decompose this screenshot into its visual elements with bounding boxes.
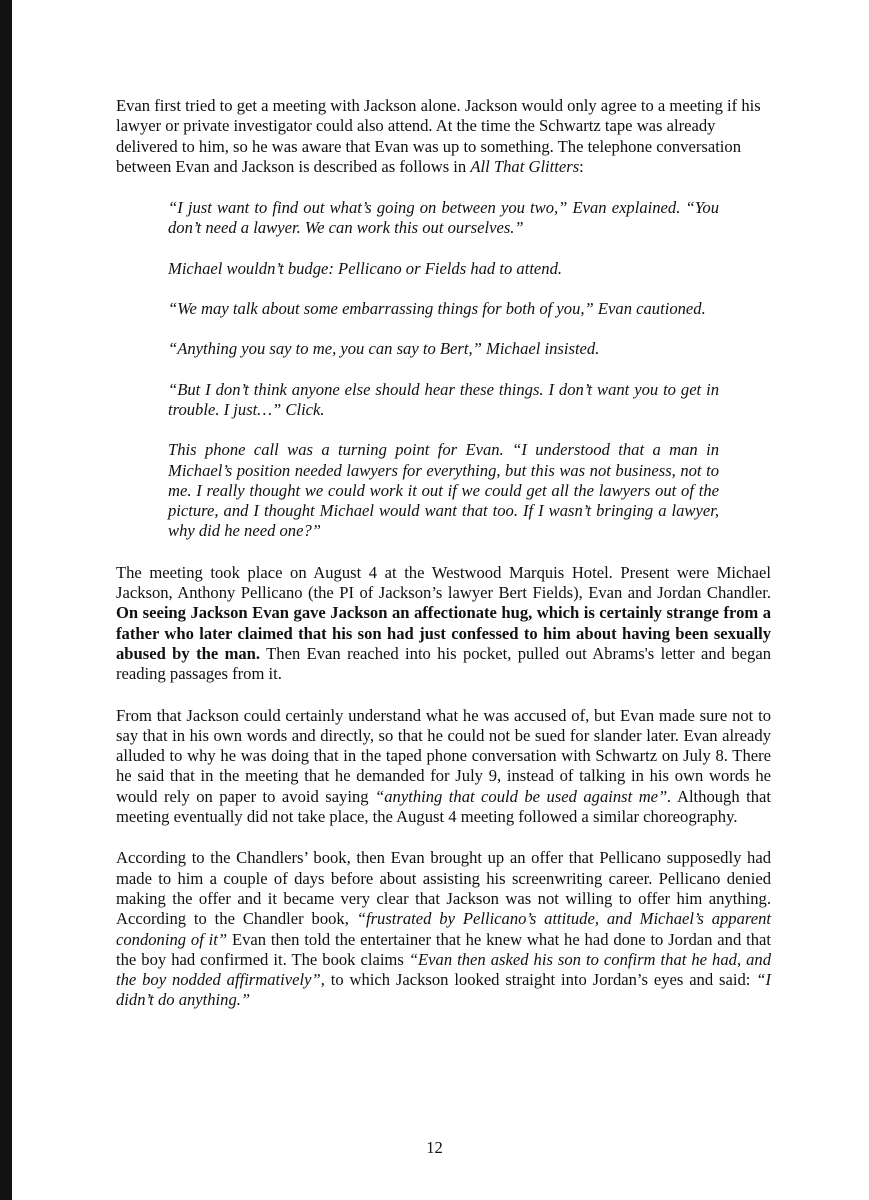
intro-colon: : [579, 156, 584, 176]
paragraph-accusation [116, 706, 771, 828]
quote-paragraph: This phone call was a turning point for Evan. “I understood that a man in Michael’s position needed lawyers for everything, but this was not business, not to me. I really thought we could work it out if we could get all the lawyers out of the picture, and I thought Michael would want that too. If I wasn’t bringing a lawyer, why did he need one?” [168, 440, 719, 541]
offer-quote-3: “I didn’t do anything.” [116, 970, 771, 1010]
quote-paragraph: “We may talk about some embarrassing things for both of you,” Evan cautioned. [168, 299, 706, 319]
page-number: 12 [426, 1138, 443, 1157]
paragraph-meeting [116, 563, 771, 685]
offer-quote-2: “Evan then asked his son to confirm that he had, and the boy nodded affirmatively” [116, 949, 771, 990]
book-title: All That Glitters [470, 156, 580, 176]
accusation-quote: “anything that could be used against me”. [375, 786, 672, 806]
accusation-text: From that Jackson could certainly understand what he was accused of, but Evan made sure not to say that in his own words and directly, so that he could not be sued for slander later. Evan already alluded to why he was doing that in the taped phone conversation with Schwartz on July 8. There he said that in the meeting that he demanded for July 9, instead of talking in his own words he would rely on paper to avoid saying [116, 705, 771, 806]
accusation-text-end: Although that meeting eventually did not take place, the August 4 meeting followed a similar choreography. [116, 786, 771, 827]
offer-text-2: Evan then told the entertainer that he knew what he had done to Jordan and that the boy had confirmed it. The book claims [116, 929, 771, 969]
block-quote [168, 198, 719, 542]
quote-paragraph: Michael wouldn’t budge: Pellicano or Fields had to attend. [168, 258, 563, 278]
quote-paragraph: “But I don’t think anyone else should hear these things. I don’t want you to get in trouble. I just…” Click. [168, 379, 719, 419]
quote-paragraph: “I just want to find out what’s going on between you two,” Evan explained. “You don’t need a lawyer. We can work this out ourselves.” [168, 198, 719, 238]
meeting-bold-text: On seeing Jackson Evan gave Jackson an affectionate hug, which is certainly strange from a father who later claimed that his son had just confessed to him about having been sexually abused by the man. [116, 603, 771, 663]
meeting-text: The meeting took place on August 4 at the Westwood Marquis Hotel. Present were Michael Jackson, Anthony Pellicano (the PI of Jackson’s lawyer Bert Fields), Evan and Jordan Chandler. [116, 562, 771, 603]
paragraph-intro [116, 96, 771, 177]
paragraph-offer [116, 848, 771, 1010]
document-body [116, 96, 771, 1011]
offer-quote-1: “frustrated by Pellicano’s attitude, and Michael’s apparent condoning of it” [116, 909, 772, 949]
intro-text: Evan first tried to get a meeting with Jackson alone. Jackson would only agree to a meeting if his lawyer or private investigator could also attend. At the time the Schwartz tape was already delivered to him, so he was aware that Evan was up to something. The telephone conversation between Evan and Jackson is described as follows in [116, 96, 761, 176]
meeting-text-end: Then Evan reached into his pocket, pulled out Abrams's letter and began reading passages from it. [116, 643, 771, 684]
quote-paragraph: “Anything you say to me, you can say to Bert,” Michael insisted. [168, 339, 600, 359]
offer-text-3: , to which Jackson looked straight into Jordan’s eyes and said: [320, 970, 757, 990]
scan-border [0, 0, 12, 1200]
offer-text: According to the Chandlers’ book, then Evan brought up an offer that Pellicano supposedly had made to him a couple of days before about assisting his screenwriting career. Pellicano denied making the offer and it became very clear that Jackson was not willing to offer him anything. According to the Chandler book, [116, 848, 771, 929]
